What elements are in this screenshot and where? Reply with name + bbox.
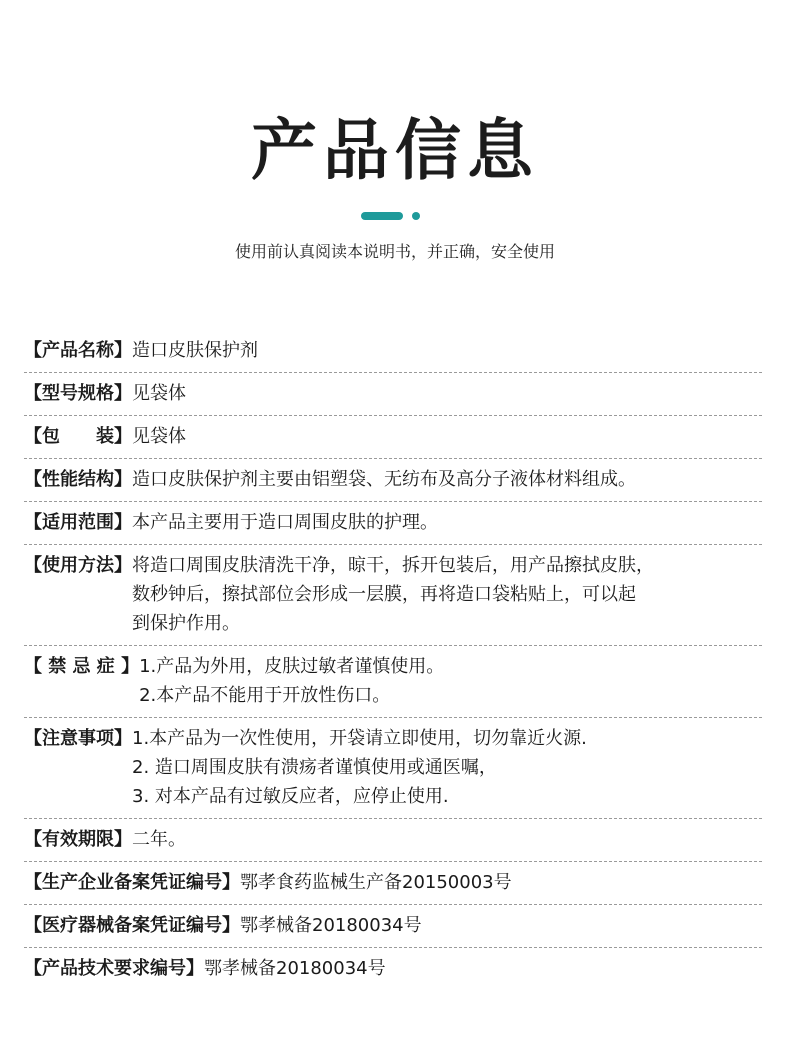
info-row-value-line: 二年。 — [132, 829, 186, 850]
info-row-value-line: 2. 造口周围皮肤有溃疡者谨慎使用或通医嘱， — [132, 757, 497, 778]
info-row-value — [240, 911, 762, 940]
info-row — [24, 416, 762, 459]
page-title: 产品信息 — [251, 112, 539, 189]
info-row-value-line: 3. 对本产品有过敏反应者，应停止使用. — [132, 786, 449, 807]
info-row — [24, 905, 762, 948]
info-row-value-line: 数秒钟后，擦拭部位会形成一层膜，再将造口袋粘贴上，可以起 — [132, 584, 636, 605]
info-row-value — [132, 336, 762, 365]
accent-bar — [361, 212, 403, 220]
info-row-value — [139, 652, 762, 710]
info-row-label: 【产品技术要求编号】 — [24, 958, 204, 979]
info-row-value-line: 鄂孝械备20180034号 — [240, 915, 422, 936]
info-row-value — [132, 465, 762, 494]
info-row-value-line: 见袋体 — [132, 426, 186, 447]
info-row — [24, 373, 762, 416]
info-row — [24, 948, 762, 990]
product-info-list — [24, 330, 762, 990]
info-row — [24, 330, 762, 373]
accent-dot — [412, 212, 420, 220]
info-row-value-line: 鄂孝械备20180034号 — [204, 958, 386, 979]
page-subtitle: 使用前认真阅读本说明书，并正确，安全使用 — [234, 242, 555, 261]
info-row-label: 【注意事项】 — [24, 728, 132, 749]
info-row-label: 【适用范围】 — [24, 512, 132, 533]
info-row-label: 【型号规格】 — [24, 383, 132, 404]
info-row-value-line: 本产品主要用于造口周围皮肤的护理。 — [132, 512, 438, 533]
info-row-value-line: 1.本产品为一次性使用，开袋请立即使用，切勿靠近火源. — [132, 728, 587, 749]
info-row-label: 【性能结构】 — [24, 469, 132, 490]
info-row-value — [132, 825, 762, 854]
info-row — [24, 459, 762, 502]
info-row — [24, 862, 762, 905]
info-row-value-line: 1.产品为外用，皮肤过敏者谨慎使用。 — [139, 656, 445, 677]
info-row-value — [132, 508, 762, 537]
info-row-label: 【产品名称】 — [24, 340, 132, 361]
info-row-value — [240, 868, 762, 897]
info-row — [24, 819, 762, 862]
info-row — [24, 545, 762, 646]
info-row-label: 【有效期限】 — [24, 829, 132, 850]
info-row-label: 【包 装】 — [24, 426, 132, 447]
info-row-value-line: 将造口周围皮肤清洗干净，晾干，拆开包装后，用产品擦拭皮肤， — [132, 555, 654, 576]
info-row-value-line: 鄂孝食药监械生产备20150003号 — [240, 872, 512, 893]
info-row-label: 【 禁 忌 症 】 — [24, 656, 140, 677]
info-row-label: 【使用方法】 — [24, 555, 132, 576]
info-row-label: 【生产企业备案凭证编号】 — [24, 872, 240, 893]
info-row-value — [204, 954, 762, 983]
info-row-value — [132, 724, 762, 811]
info-row — [24, 646, 762, 718]
info-row-value — [132, 422, 762, 451]
info-row-value — [132, 379, 762, 408]
info-row-value-line: 造口皮肤保护剂主要由铝塑袋、无纺布及高分子液体材料组成。 — [132, 469, 636, 490]
info-row-label: 【医疗器械备案凭证编号】 — [24, 915, 240, 936]
info-row — [24, 502, 762, 545]
info-row — [24, 718, 762, 819]
info-row-value-line: 到保护作用。 — [132, 613, 240, 634]
info-row-value — [132, 551, 762, 638]
info-row-value-line: 见袋体 — [132, 383, 186, 404]
info-row-value-line: 2.本产品不能用于开放性伤口。 — [139, 685, 391, 706]
info-row-value-line: 造口皮肤保护剂 — [132, 340, 258, 361]
